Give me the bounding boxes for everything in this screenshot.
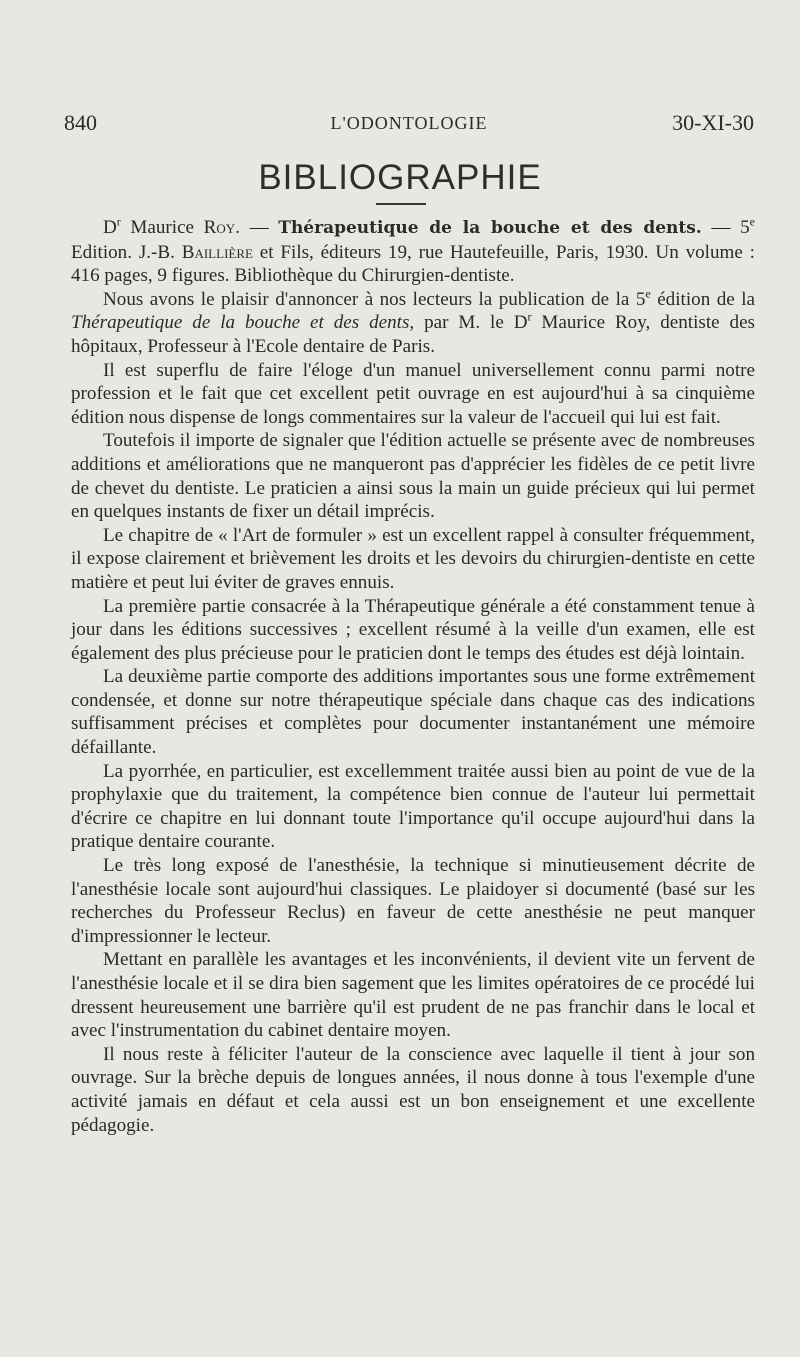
paragraph-3: Toutefois il importe de signaler que l'édition actuelle se présente avec de nombreuses additions et améliorations que ne manqueront pas d'apprécier les fidèles de ce petit livre de chevet du dentiste. Le praticien a ainsi sous la main un guide précieux qui lui permet en quelques instants de fixer un détail imprécis. bbox=[71, 430, 755, 523]
paragraph-5: La première partie consacrée à la Thérapeutique générale a été constamment tenue à jour dans les éditions successives ; excellent résumé à la veille d'un examen, elle est également des plus précieuse pour le praticien dont le temps des études est déjà lointain. bbox=[71, 595, 755, 664]
p1-d: Maurice Roy, dentiste des hôpitaux, Professeur à l'Ecole dentaire de Paris. bbox=[71, 312, 755, 357]
issue-date: 30-XI-30 bbox=[672, 110, 754, 135]
author-last: Roy bbox=[203, 217, 236, 238]
paragraph-7: La pyorrhée, en particulier, est excellemment traitée aussi bien au point de vue de la prophylaxie que du traitement, la compétence bien connue de l'auteur lui permettait d'écrire ce chapitre en lui donnant toute l'importance qu'il occupe aujourd'hui dans la pratique dentaire courante. bbox=[71, 760, 755, 853]
edition-text: Edition. J.-B. bbox=[71, 241, 182, 263]
p1-italic-title: Thérapeutique de la bouche et des dents bbox=[71, 312, 410, 334]
publisher: Baillière bbox=[181, 241, 253, 263]
section-title: BIBLIOGRAPHIE bbox=[258, 158, 542, 197]
author-prefix-sup: r bbox=[116, 214, 121, 229]
journal-title: L'ODONTOLOGIE bbox=[330, 113, 488, 133]
dash-2: — 5 bbox=[701, 217, 750, 238]
paragraph-2: Il est superflu de faire l'éloge d'un manuel universellement connu parmi notre profession et le fait que cet excellent petit ouvrage en est aujourd'hui à sa cinquième édition nous dispense de longs commentaires sur la valeur de l'accueil qui lui est fait. bbox=[71, 359, 755, 428]
bibliographic-entry bbox=[71, 216, 755, 288]
p1-b: édition de la bbox=[650, 288, 755, 310]
dash-1: . — bbox=[235, 217, 279, 238]
edition-sup: e bbox=[749, 214, 755, 229]
p1-c: , par M. le D bbox=[409, 312, 528, 334]
author-prefix: D bbox=[103, 217, 117, 238]
p1-sup2: r bbox=[527, 310, 532, 325]
running-header bbox=[64, 110, 754, 142]
page-number: 840 bbox=[64, 110, 97, 135]
author-first: Maurice bbox=[130, 217, 195, 238]
paragraph-6: La deuxième partie comporte des additions importantes sous une forme extrêmement condensée, et donne sur notre thérapeutique spéciale dans chaque cas des indications suffisamment précises et complètes pour documenter instantanément une mémoire défaillante. bbox=[71, 666, 755, 759]
book-title: Thérapeutique de la bouche et des dents. bbox=[278, 218, 702, 238]
p1-sup: e bbox=[645, 286, 651, 301]
paragraph-9: Mettant en parallèle les avantages et les inconvénients, il devient vite un fervent de l'anesthésie locale et il se dira bien sagement que les limites opératoires de ce procédé lui dressent heureusement une barrière qu'il est prudent de ne pas franchir dans le local et avec l'instrumentation du cabinet dentaire moyen. bbox=[71, 949, 755, 1042]
paragraph-8: Le très long exposé de l'anesthésie, la technique si minutieusement décrite de l'anesthésie locale sont aujourd'hui classiques. Le plaidoyer si documenté (basé sur les recherches du Professeur Reclus) en faveur de cette anesthésie ne peut manquer d'impressionner le lecteur. bbox=[71, 855, 755, 947]
article-body bbox=[71, 216, 755, 1137]
entry-rest: et Fils, éditeurs 19, rue Hautefeuille, Paris, 1930. Un volume : 416 pages, 9 figures. Bibliothèque du Chirurgien-dentiste. bbox=[71, 241, 755, 287]
paragraph-1 bbox=[71, 288, 755, 359]
p1-a: Nous avons le plaisir d'annoncer à nos lecteurs la publication de la 5 bbox=[103, 288, 646, 310]
paragraph-4: Le chapitre de « l'Art de formuler » est un excellent rappel à consulter fréquemment, il expose clairement et brièvement les droits et les devoirs du chirurgien-dentiste en cette matière et peut lui éviter de graves ennuis. bbox=[71, 524, 755, 593]
title-rule bbox=[376, 203, 426, 205]
paragraph-10: Il nous reste à féliciter l'auteur de la conscience avec laquelle il tient à jour son ouvrage. Sur la brèche depuis de longues années, il nous donne à tous l'exemple d'une activité jamais en défaut et cela aussi est un bon enseignement et une excellente pédagogie. bbox=[71, 1043, 755, 1136]
